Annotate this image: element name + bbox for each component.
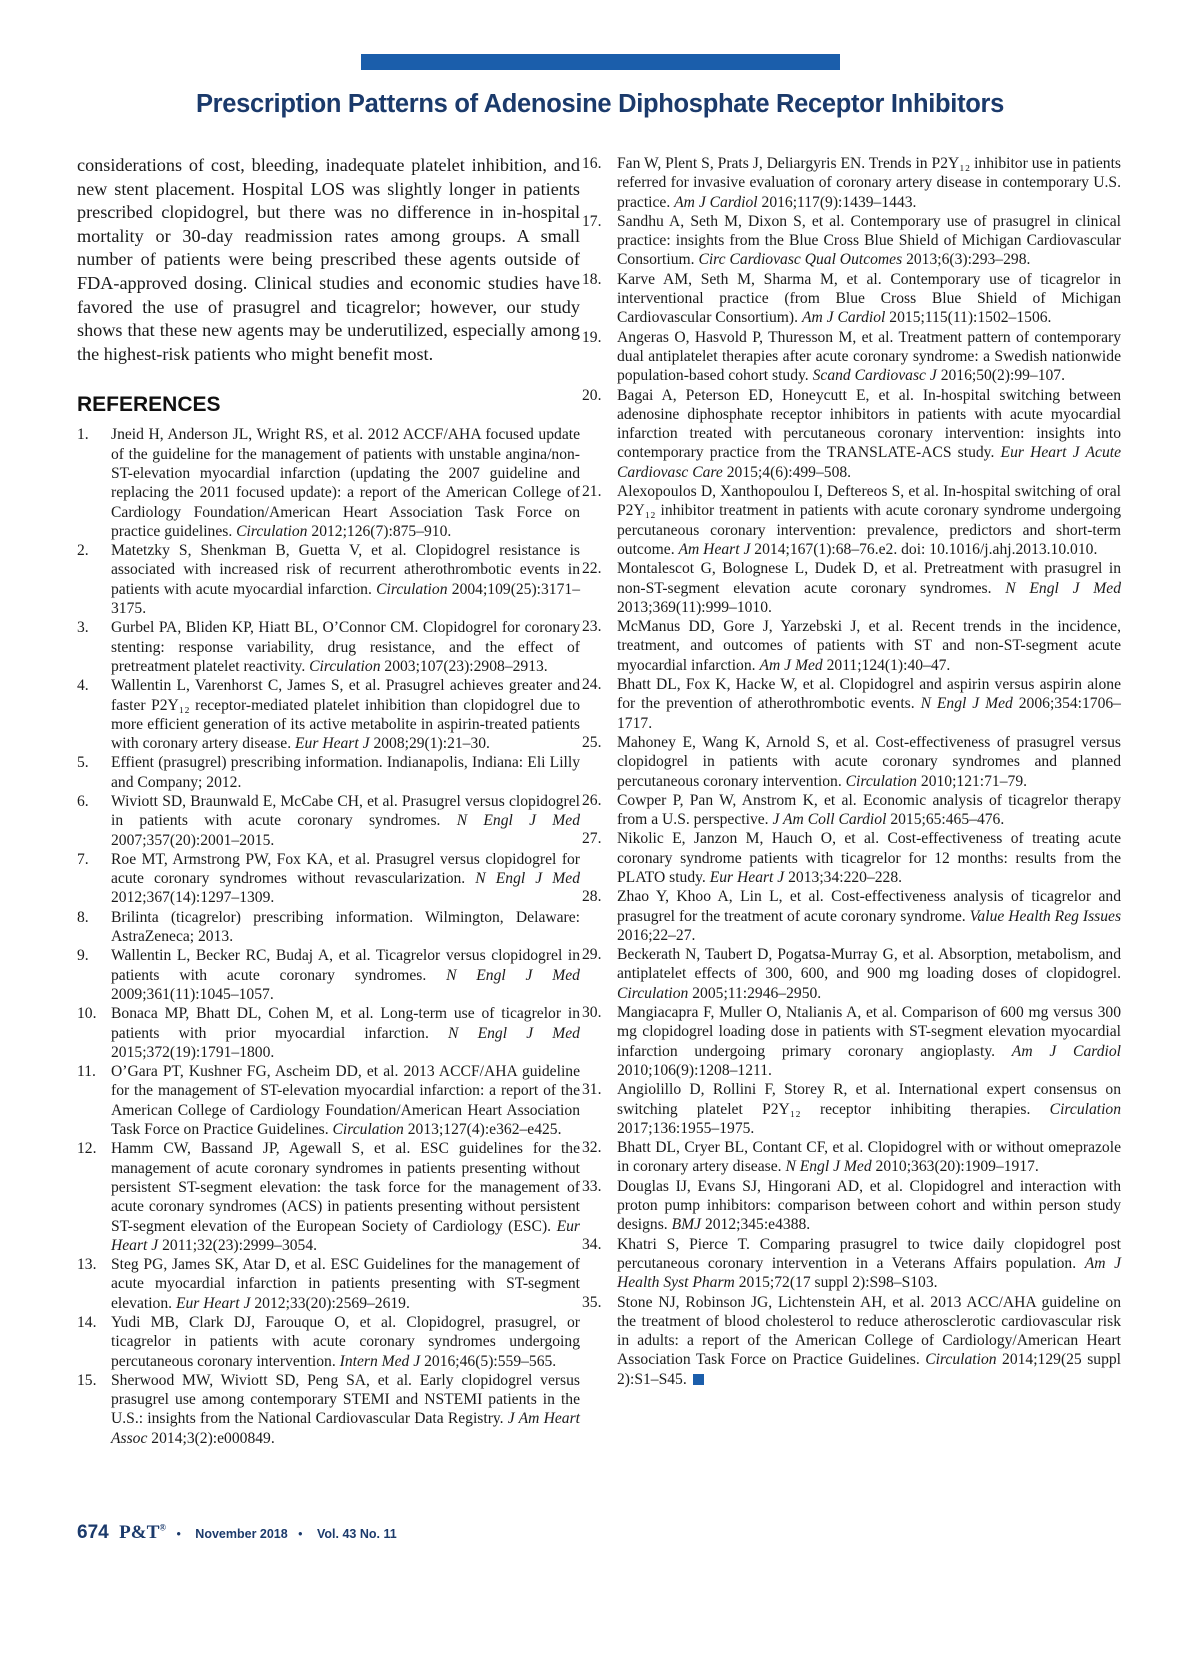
reference-text: Zhao Y, Khoo A, Lin L, et al. Cost-effectiveness analysis of ticagrelor and prasugrel for the treatment of acute coronary syndrome. Value Health Reg Issues 2016;22–27. xyxy=(617,888,1122,944)
reference-item xyxy=(582,154,1121,212)
reference-item xyxy=(582,887,1122,945)
header-accent-bar xyxy=(361,54,840,70)
reference-number: 16. xyxy=(582,155,602,172)
reference-text: Angiolillo D, Rollini F, Storey R, et al. International expert consensus on switching platelet P2Y₁₂ receptor inhibiting therapies. Circulation 2017;136:1955–1975. xyxy=(617,1081,1122,1137)
reference-number: 3. xyxy=(77,619,89,637)
reference-item xyxy=(582,733,1121,791)
reference-journal: N Engl J Med xyxy=(1005,579,1121,597)
page-footer xyxy=(77,1522,397,1544)
reference-journal: Circulation xyxy=(1049,1100,1122,1118)
reference-number: 32. xyxy=(582,1139,602,1157)
reference-item xyxy=(77,1255,580,1313)
reference-item xyxy=(582,1177,1121,1235)
reference-item xyxy=(77,753,580,792)
reference-item xyxy=(582,791,1121,830)
reference-text: Angeras O, Hasvold P, Thuresson M, et al. Treatment pattern of contemporary dual antiplatelet therapies after acute coronary syndrome: a Swedish nationwide population-based cohort study. Scand Cardiovasc J 2016;50(2):99–107. xyxy=(617,328,1121,385)
reference-text: Jneid H, Anderson JL, Wright RS, et al. 2012 ACCF/AHA focused update of the guideline for the management of patients with unstable angina/non-ST-elevation myocardial infarction (updating the 2007 guideline and replacing the 2011 focused update): a report of the American College of Cardiology Foundation/American Heart Association Task Force on practice guidelines. Circulation 2012;126(7):875–910. xyxy=(111,426,580,540)
reference-item xyxy=(582,945,1121,1003)
reference-item xyxy=(582,1293,1121,1389)
reference-journal: Circulation xyxy=(309,657,381,675)
reference-item xyxy=(77,425,580,541)
reference-number: 6. xyxy=(77,792,89,810)
reference-text: Wallentin L, Becker RC, Budaj A, et al. Ticagrelor versus clopidogrel in patients with acute coronary syndromes. N Engl J Med 2009;361(11):1045–1057. xyxy=(111,947,580,1003)
reference-number: 33. xyxy=(582,1177,602,1195)
reference-journal: Am Heart J xyxy=(678,540,751,558)
reference-number: 20. xyxy=(582,386,602,404)
reference-text: Karve AM, Seth M, Sharma M, et al. Contemporary use of ticagrelor in interventional practice (from Blue Cross Blue Shield of Michigan Cardiovascular Consortium). Am J Cardiol 2015;115(11):1502–1506. xyxy=(617,270,1121,327)
reference-number: 11. xyxy=(77,1063,96,1081)
reference-text: Nikolic E, Janzon M, Hauch O, et al. Cost-effectiveness of treating acute coronary syndrome patients with ticagrelor for 12 months: results from the PLATO study. Eur Heart J 2013;34:220–228. xyxy=(617,830,1121,886)
reference-number: 26. xyxy=(582,791,602,809)
reference-number: 12. xyxy=(77,1140,97,1158)
reference-item xyxy=(77,1313,580,1371)
reference-number: 29. xyxy=(582,946,602,964)
reference-item xyxy=(582,328,1121,386)
reference-number: 4. xyxy=(77,677,89,695)
reference-item xyxy=(582,559,1121,617)
reference-journal: Circulation xyxy=(376,580,448,598)
footer-separator: • xyxy=(176,1527,181,1541)
reference-item xyxy=(77,618,580,676)
reference-text: Stone NJ, Robinson JG, Lichtenstein AH, et al. 2013 ACC/AHA guideline on the treatment of blood cholesterol to reduce atherosclerotic cardiovascular risk in adults: a report of the American College of Cardiology/American Heart Association Task Force on Practice Guidelines. Circulation 2014;129(25 suppl 2):S1–S45. xyxy=(617,1293,1121,1388)
reference-text: Cowper P, Pan W, Anstrom K, et al. Economic analysis of ticagrelor therapy from a U.S. perspective. J Am Coll Cardiol 2015;65:465–476. xyxy=(617,791,1121,829)
reference-item xyxy=(582,675,1121,733)
reference-text: Alexopoulos D, Xanthopoulou I, Deftereos S, et al. In-hospital switching of oral P2Y₁₂ inhibitor treatment in patients with acute coronary syndrome undergoing percutaneous coronary intervention: prevalence, predictors and short-term outcome. Am Heart J 2014;167(1):68–76.e2. doi: 10.1016/j.ahj.2013.10.010. xyxy=(617,483,1121,558)
references-heading: REFERENCES xyxy=(77,393,221,417)
reference-journal: J Am Coll Cardiol xyxy=(772,811,887,829)
reference-number: 7. xyxy=(77,850,89,868)
reference-text: O’Gara PT, Kushner FG, Ascheim DD, et al. 2013 ACCF/AHA guideline for the management of ST-elevation myocardial infarction: a report of the American College of Cardiology Foundation/American Heart Association Task Force on Practice Guidelines. Circulation 2013;127(4):e362–e425. xyxy=(111,1063,580,1139)
reference-journal: Am J Cardiol xyxy=(801,309,886,327)
reference-number: 31. xyxy=(582,1081,602,1099)
reference-text: Bhatt DL, Fox K, Hacke W, et al. Clopidogrel and aspirin versus aspirin alone for the prevention of atherothrombotic events. N Engl J Med 2006;354:1706–1717. xyxy=(617,676,1121,732)
footer-separator: • xyxy=(298,1527,303,1541)
reference-item xyxy=(582,829,1121,887)
reference-number: 15. xyxy=(77,1371,97,1389)
reference-text: Bagai A, Peterson ED, Honeycutt E, et al. In-hospital switching between adenosine diphosphate receptor inhibitors in patients with acute myocardial infarction treated with percutaneous coronary intervention: insights into contemporary practice from the TRANSLATE-ACS study. Eur Heart J Acute Cardiovasc Care 2015;4(6):499–508. xyxy=(617,386,1121,481)
reference-number: 13. xyxy=(77,1256,97,1274)
reference-number: 34. xyxy=(582,1235,602,1253)
reference-text: Sherwood MW, Wiviott SD, Peng SA, et al. Early clopidogrel versus prasugrel use among contemporary STEMI and NSTEMI patients in the U.S.: insights from the National Cardiovascular Data Registry. J Am Heart Assoc 2014;3(2):e000849. xyxy=(111,1371,580,1447)
reference-journal: Scand Cardiovasc J xyxy=(812,367,937,385)
reference-journal: Circ Cardiovasc Qual Outcomes xyxy=(698,251,903,269)
reference-journal: Circulation xyxy=(617,984,689,1002)
reference-text: Sandhu A, Seth M, Dixon S, et al. Contemporary use of prasugrel in clinical practice: insights from the Blue Cross Blue Shield of Michigan Cardiovascular Consortium. Circ Cardiovasc Qual Outcomes 2013;6(3):293–298. xyxy=(617,212,1121,269)
reference-journal: Eur Heart J xyxy=(111,1217,580,1254)
reference-number: 22. xyxy=(582,560,602,578)
reference-item xyxy=(582,1080,1122,1138)
reference-number: 18. xyxy=(582,270,602,288)
reference-number: 30. xyxy=(582,1004,602,1022)
issue-date: November 2018 xyxy=(195,1527,288,1541)
reference-number: 8. xyxy=(77,908,89,926)
reference-item xyxy=(582,270,1121,328)
end-of-article-mark xyxy=(693,1374,704,1385)
reference-journal: Circulation xyxy=(845,772,917,790)
reference-text: Montalescot G, Bolognese L, Dudek D, et al. Pretreatment with prasugrel in non-ST-segment elevation acute coronary syndromes. N Engl J Med 2013;369(11):999–1010. xyxy=(617,560,1121,616)
reference-journal: N Engl J Med xyxy=(448,1024,580,1042)
reference-number: 21. xyxy=(582,483,602,501)
reference-item xyxy=(77,792,580,850)
reference-item xyxy=(582,482,1121,559)
left-column xyxy=(77,154,580,1448)
reference-journal: J Am Heart Assoc xyxy=(111,1410,580,1447)
reference-text: Wiviott SD, Braunwald E, McCabe CH, et al. Prasugrel versus clopidogrel in patients with acute coronary syndromes. N Engl J Med 2007;357(20):2001–2015. xyxy=(111,792,580,849)
conclusion-paragraph: considerations of cost, bleeding, inadequate platelet inhibition, and new stent placement. Hospital LOS was slightly longer in patients prescribed clopidogrel, but there was no difference in in-hospital mortality or 30-day readmission rates among groups. A small number of patients were being prescribed these agents outside of FDA-approved dosing. Clinical studies and economic studies have favored the use of prasugrel and ticagrelor; however, our study shows that these new agents may be underutilized, especially among the highest-risk patients who might benefit most. xyxy=(77,155,580,364)
reference-journal: BMJ xyxy=(671,1216,702,1234)
running-title: Prescription Patterns of Adenosine Diphosphate Receptor Inhibitors xyxy=(195,90,1005,118)
reference-text: Yudi MB, Clark DJ, Farouque O, et al. Clopidogrel, prasugrel, or ticagrelor in patients with acute coronary syndromes undergoing percutaneous coronary intervention. Intern Med J 2016;46(5):559–565. xyxy=(111,1314,580,1370)
reference-item xyxy=(77,1371,580,1448)
reference-journal: Eur Heart J xyxy=(295,735,370,753)
reference-text: Wallentin L, Varenhorst C, James S, et al. Prasugrel achieves greater and faster P2Y₁₂ receptor-mediated platelet inhibition than clopidogrel due to more efficient generation of its active metabolite in aspirin-treated patients with coronary artery disease. Eur Heart J 2008;29(1):21–30. xyxy=(111,677,580,753)
reference-item xyxy=(77,1062,580,1139)
reference-text: Bhatt DL, Cryer BL, Contant CF, et al. Clopidogrel with or without omeprazole in coronary artery disease. N Engl J Med 2010;363(20):1909–1917. xyxy=(617,1139,1121,1176)
reference-number: 10. xyxy=(77,1005,97,1023)
reference-journal: N Engl J Med xyxy=(456,812,580,830)
reference-journal: N Engl J Med xyxy=(920,695,1013,713)
reference-journal: N Engl J Med xyxy=(785,1158,872,1176)
reference-text: McManus DD, Gore J, Yarzebski J, et al. Recent trends in the incidence, treatment, and outcomes of patients with ST and non-ST-segment acute myocardial infarction. Am J Med 2011;124(1):40–47. xyxy=(617,618,1121,674)
reference-number: 24. xyxy=(582,676,602,694)
reference-journal: Intern Med J xyxy=(339,1352,421,1370)
reference-journal: Eur Heart J xyxy=(175,1294,251,1312)
reference-item xyxy=(582,1003,1121,1080)
journal-name: P&T® xyxy=(119,1522,166,1543)
reference-text: Roe MT, Armstrong PW, Fox KA, et al. Prasugrel versus clopidogrel for acute coronary syndromes without revascularization. N Engl J Med 2012;367(14):1297–1309. xyxy=(111,850,580,907)
reference-number: 14. xyxy=(77,1314,97,1331)
reference-number: 19. xyxy=(582,328,602,346)
reference-number: 28. xyxy=(582,888,602,906)
right-column xyxy=(582,154,1122,1389)
reference-text: Beckerath N, Taubert D, Pogatsa-Murray G, et al. Absorption, metabolism, and antiplatelet effects of 300, 600, and 900 mg loading doses of clopidogrel. Circulation 2005;11:2946–2950. xyxy=(617,946,1121,1002)
reference-text: Matetzky S, Shenkman B, Guetta V, et al. Clopidogrel resistance is associated with increased risk of recurrent atherothrombotic events in patients with acute myocardial infarction. Circulation 2004;109(25):3171–3175. xyxy=(111,542,580,618)
reference-text: Fan W, Plent S, Prats J, Deliargyris EN. Trends in P2Y₁₂ inhibitor use in patients referred for invasive evaluation of coronary artery disease in contemporary U.S. practice. Am J Cardiol 2016;117(9):1439–1443. xyxy=(617,155,1121,211)
reference-journal: N Engl J Med xyxy=(446,966,580,984)
reference-number: 35. xyxy=(582,1293,602,1311)
reference-journal: Eur Heart J Acute Cardiovasc Care xyxy=(617,444,1121,481)
reference-text: Bonaca MP, Bhatt DL, Cohen M, et al. Long-term use of ticagrelor in patients with prior myocardial infarction. N Engl J Med 2015;372(19):1791–1800. xyxy=(111,1005,580,1061)
reference-journal: Am J Cardiol xyxy=(674,193,758,211)
references-list-left xyxy=(77,425,580,1448)
reference-text: Brilinta (ticagrelor) prescribing information. Wilmington, Delaware: AstraZeneca; 2013. xyxy=(111,908,580,946)
issue-volume: Vol. 43 No. 11 xyxy=(317,1527,397,1541)
reference-item xyxy=(77,1004,580,1062)
reference-text: Mahoney E, Wang K, Arnold S, et al. Cost-effectiveness of prasugrel versus clopidogrel in patients with acute coronary syndromes and planned percutaneous coronary intervention. Circulation 2010;121:71–79. xyxy=(617,733,1121,790)
reference-number: 5. xyxy=(77,754,89,772)
reference-text: Effient (prasugrel) prescribing information. Indianapolis, Indiana: Eli Lilly and Company; 2012. xyxy=(111,754,580,791)
reference-journal: Am J Health Syst Pharm xyxy=(617,1254,1122,1292)
reference-text: Douglas IJ, Evans SJ, Hingorani AD, et al. Clopidogrel and interaction with proton pump inhibitors: comparison between cohort and within person study designs. BMJ 2012;345:e4388. xyxy=(617,1177,1121,1234)
reference-number: 27. xyxy=(582,830,602,848)
reference-item xyxy=(77,541,580,618)
reference-journal: Am J Med xyxy=(759,656,823,674)
reference-text: Khatri S, Pierce T. Comparing prasugrel to twice daily clopidogrel post percutaneous coronary intervention in a Veterans Affairs population. Am J Health Syst Pharm 2015;72(17 suppl 2):S98–S103. xyxy=(617,1235,1122,1292)
reference-journal: N Engl J Med xyxy=(475,870,580,888)
page-number: 674 xyxy=(77,1522,109,1543)
reference-number: 9. xyxy=(77,947,89,965)
reference-text: Steg PG, James SK, Atar D, et al. ESC Guidelines for the management of acute myocardial infarction in patients presenting with ST-segment elevation. Eur Heart J 2012;33(20):2569–2619. xyxy=(111,1256,580,1312)
reference-number: 23. xyxy=(582,618,602,636)
reference-journal: Value Health Reg Issues xyxy=(969,907,1122,925)
reference-text: Mangiacapra F, Muller O, Ntalianis A, et al. Comparison of 600 mg versus 300 mg clopidogrel loading dose in patients with ST-segment elevation myocardial infarction undergoing primary coronary angioplasty. Am J Cardiol 2010;106(9):1208–1211. xyxy=(617,1004,1121,1079)
reference-number: 2. xyxy=(77,542,89,560)
reference-text: Hamm CW, Bassand JP, Agewall S, et al. ESC guidelines for the management of acute coronary syndromes in patients presenting without persistent ST-segment elevation: the task force for the management of acute coronary syndromes (ACS) in patients presenting without persistent ST-segment elevation of the European Society of Cardiology (ESC). Eur Heart J 2011;32(23):2999–3054. xyxy=(111,1140,580,1254)
reference-text: Gurbel PA, Bliden KP, Hiatt BL, O’Connor CM. Clopidogrel for coronary stenting: response variability, drug resistance, and the effect of pretreatment platelet reactivity. Circulation 2003;107(23):2908–2913. xyxy=(111,619,580,675)
reference-item xyxy=(77,908,580,947)
reference-journal: Circulation xyxy=(332,1121,404,1139)
reference-item xyxy=(582,386,1121,482)
reference-item xyxy=(77,676,580,753)
reference-item xyxy=(582,1235,1122,1293)
reference-item xyxy=(77,1139,580,1255)
reference-item xyxy=(77,850,580,908)
reference-journal: Circulation xyxy=(236,522,308,540)
reference-item xyxy=(582,1138,1121,1177)
reference-journal: Circulation xyxy=(925,1351,997,1369)
reference-number: 1. xyxy=(77,426,89,444)
reference-number: 25. xyxy=(582,733,602,751)
reference-item xyxy=(582,617,1121,675)
reference-journal: Eur Heart J xyxy=(709,868,785,886)
reference-item xyxy=(582,212,1121,270)
references-list-right xyxy=(582,154,1122,1389)
reference-item xyxy=(77,946,580,1004)
reference-number: 17. xyxy=(582,212,602,230)
reference-journal: Am J Cardiol xyxy=(1011,1042,1121,1060)
